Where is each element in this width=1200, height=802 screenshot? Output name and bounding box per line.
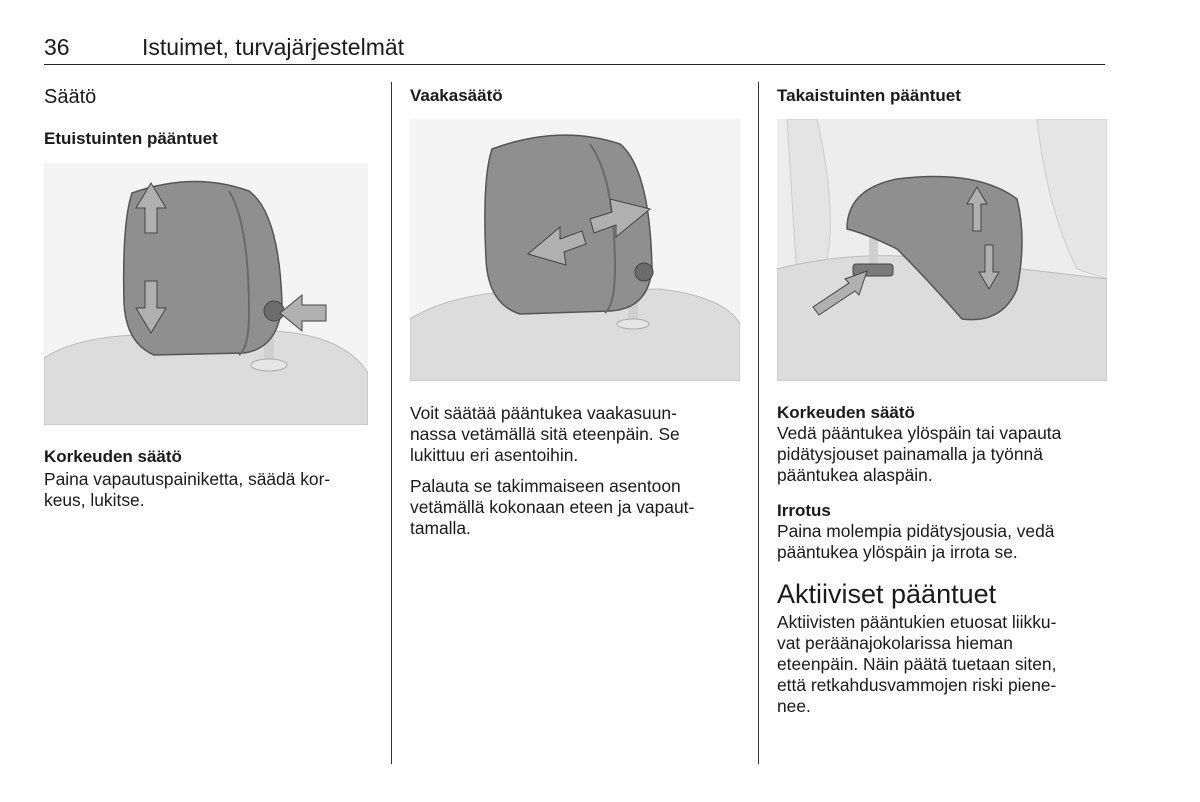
section-heading: Säätö bbox=[44, 86, 97, 108]
label-height-adjust: Korkeuden säätö bbox=[777, 403, 915, 422]
text-line: Voit säätää pääntukea vaakasuun- bbox=[410, 403, 677, 423]
column-divider bbox=[391, 82, 392, 764]
paragraph-active-headrests bbox=[777, 612, 1107, 717]
paragraph-1 bbox=[410, 403, 740, 466]
front-headrest-illustration-icon bbox=[44, 163, 368, 425]
section-heading: Vaakasäätö bbox=[410, 86, 503, 105]
text-line: Paina vapautuspainiketta, säädä kor- bbox=[44, 469, 331, 489]
paragraph-height-adjust bbox=[777, 423, 1107, 486]
text-line: Paina molempia pidätysjousia, vedä bbox=[777, 521, 1055, 541]
text-line: nee. bbox=[777, 696, 811, 716]
text-line: pääntukea alaspäin. bbox=[777, 465, 933, 485]
page-number: 36 bbox=[44, 34, 70, 60]
sub-heading: Etuistuinten pääntuet bbox=[44, 129, 218, 148]
text-line: lukittuu eri asentoihin. bbox=[410, 445, 579, 465]
header-title: Istuimet, turvajärjestelmät bbox=[142, 34, 405, 60]
text-line: pidätysjouset painamalla ja työnnä bbox=[777, 444, 1043, 464]
page-header bbox=[44, 32, 1105, 65]
column-divider bbox=[758, 82, 759, 764]
label-removal: Irrotus bbox=[777, 501, 831, 520]
paragraph-2 bbox=[410, 476, 740, 539]
paragraph-removal bbox=[777, 521, 1107, 563]
text-line: nassa vetämällä sitä eteenpäin. Se bbox=[410, 424, 680, 444]
text-line: tamalla. bbox=[410, 518, 471, 538]
text-line: pääntukea ylöspäin ja irrota se. bbox=[777, 542, 1018, 562]
text-line: eteenpäin. Näin päätä tuetaan siten, bbox=[777, 654, 1057, 674]
text-line: Palauta se takimmaiseen asentoon bbox=[410, 476, 681, 496]
text-line: keus, lukitse. bbox=[44, 490, 145, 510]
text-line: vetämällä kokonaan eteen ja vapaut- bbox=[410, 497, 695, 517]
column-horizontal-adjust bbox=[410, 82, 740, 539]
label-height-adjust: Korkeuden säätö bbox=[44, 447, 182, 466]
column-rear-headrests bbox=[777, 82, 1107, 717]
text-line: Vedä pääntukea ylöspäin tai vapauta bbox=[777, 423, 1062, 443]
column-front-headrests bbox=[44, 82, 374, 511]
text-line: vat peräänajokolarissa hieman bbox=[777, 633, 1013, 653]
text-line: että retkahdusvammojen riski piene- bbox=[777, 675, 1057, 695]
rear-headrest-illustration-icon bbox=[777, 119, 1107, 381]
horizontal-adjust-illustration-icon bbox=[410, 119, 740, 381]
text-line: Aktiivisten pääntukien etuosat liikku- bbox=[777, 612, 1057, 632]
instruction-text bbox=[44, 469, 374, 511]
section-heading: Takaistuinten pääntuet bbox=[777, 86, 961, 105]
active-headrests-heading: Aktiiviset pääntuet bbox=[777, 579, 997, 609]
